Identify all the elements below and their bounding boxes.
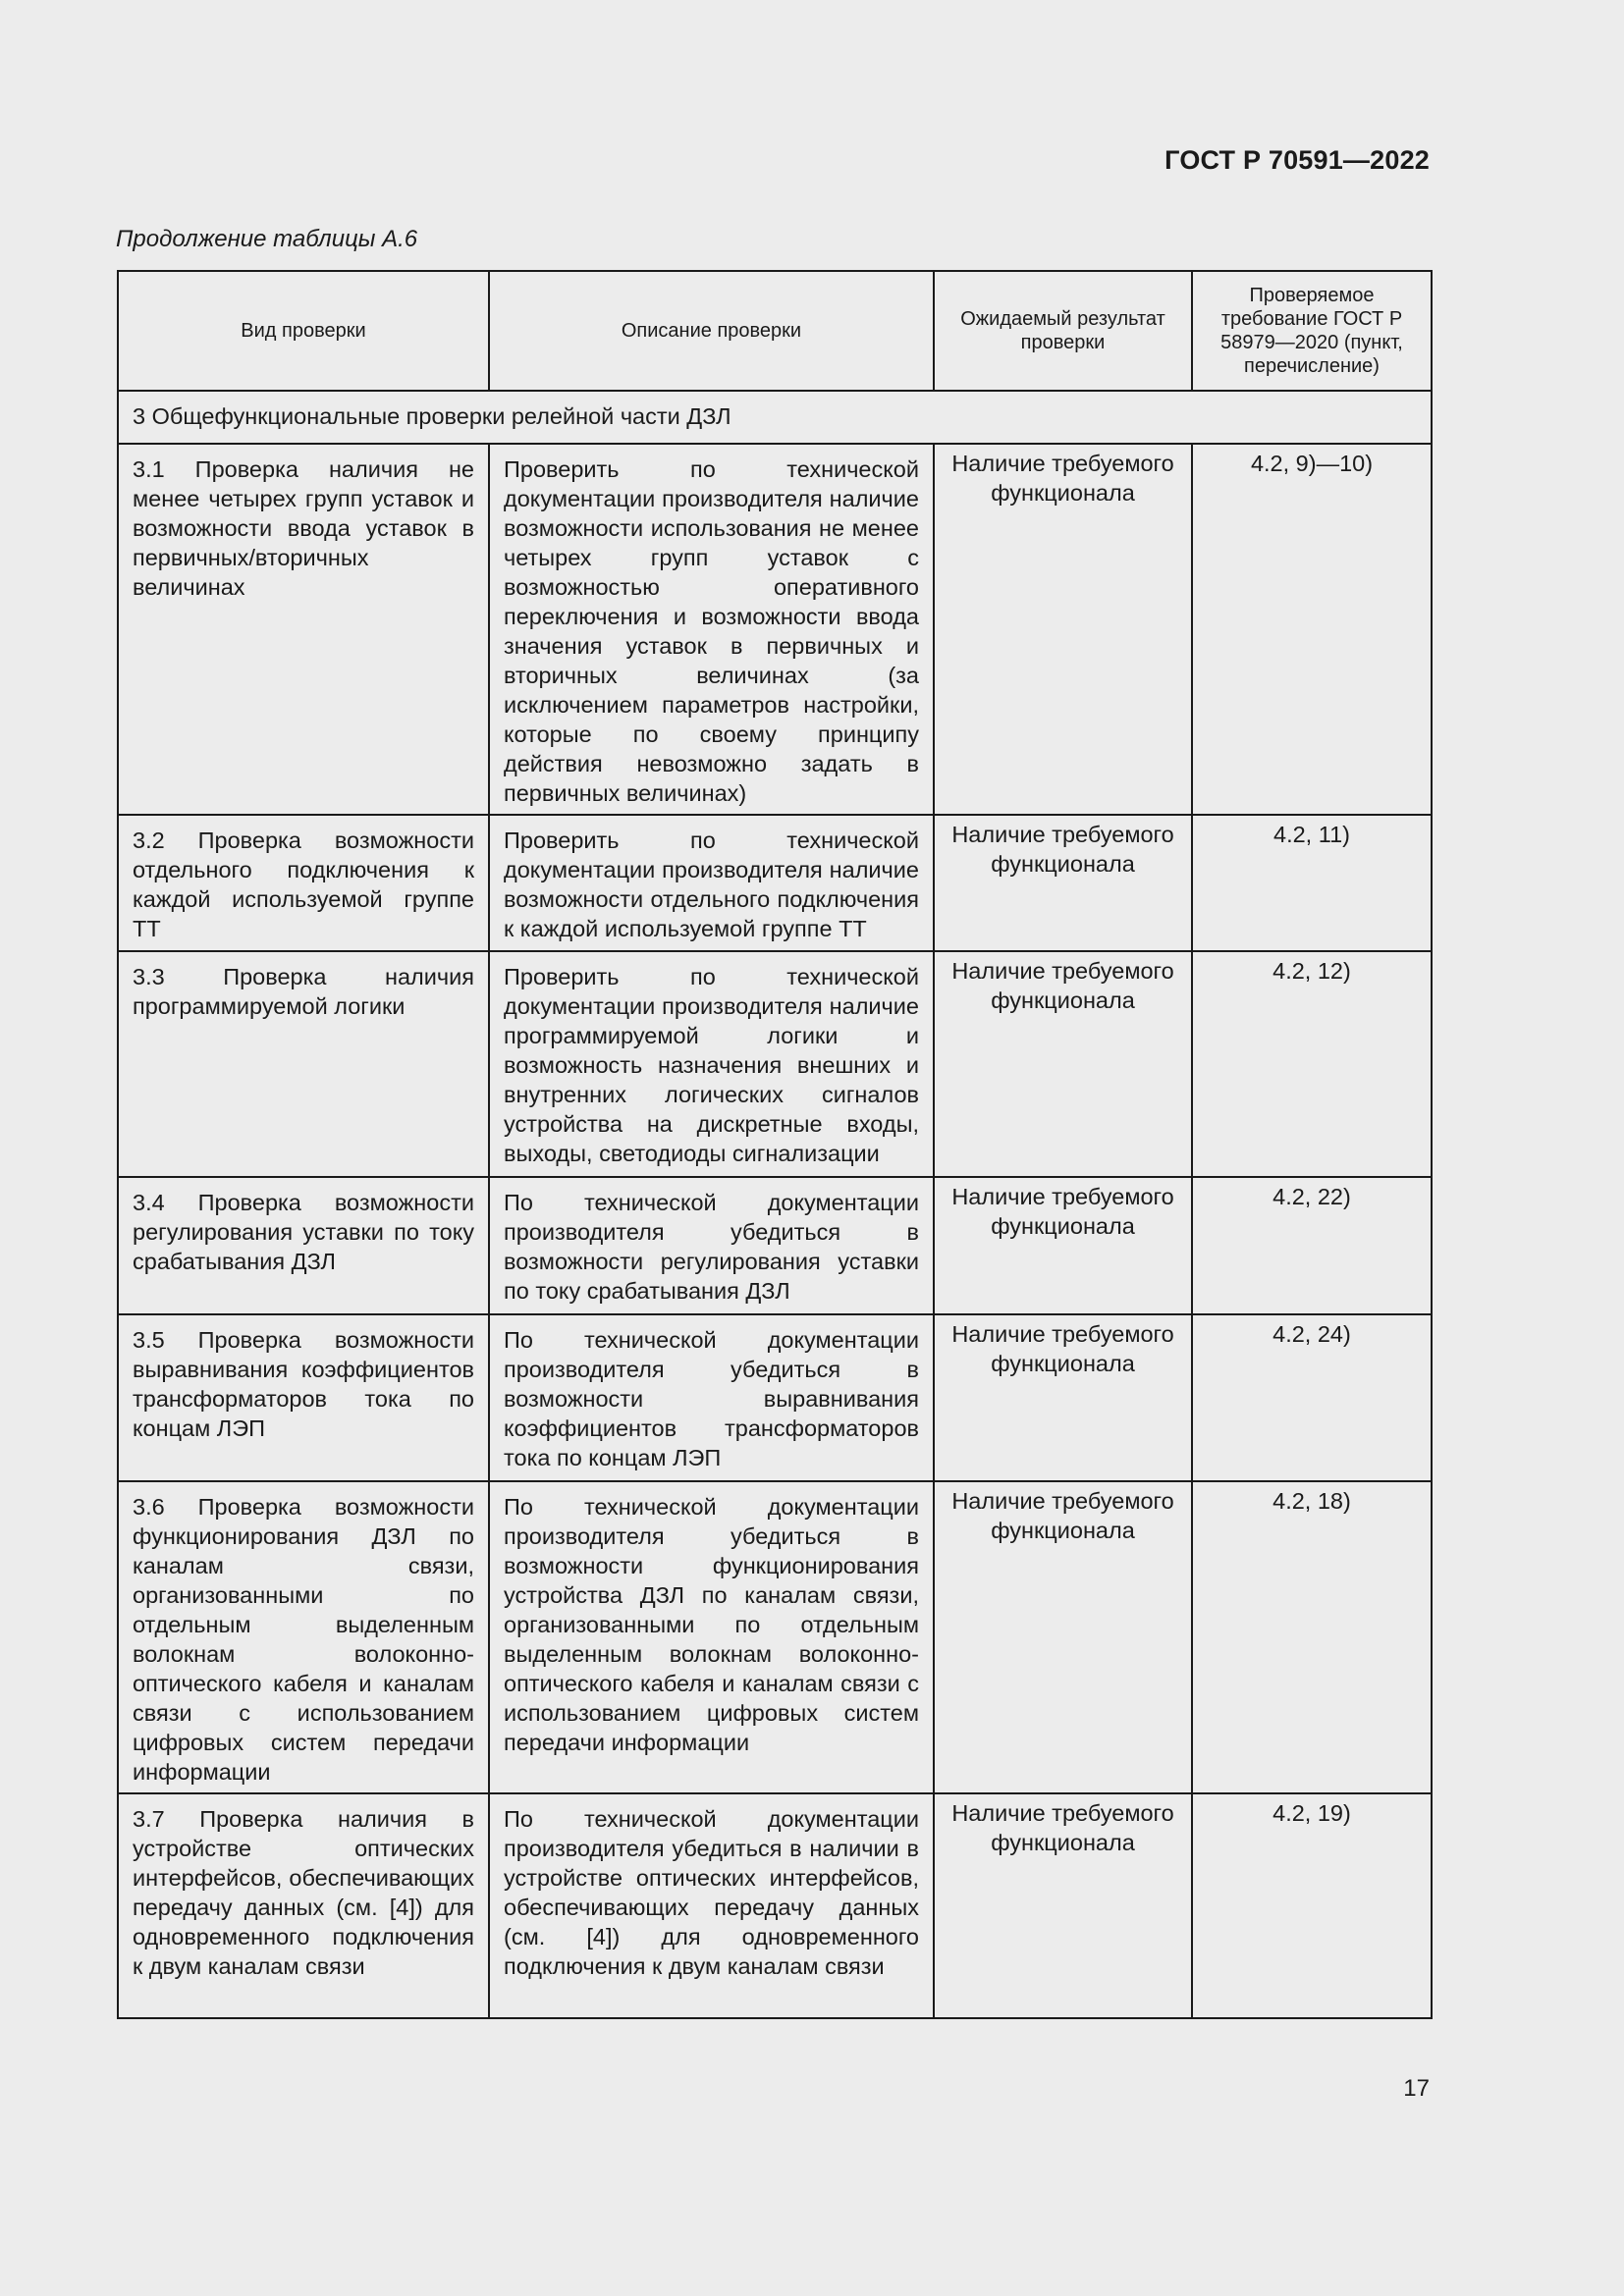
- check-description-cell: Проверить по технической документации производителя наличие возможности отдельного подключения к каждой используемой группе ТТ: [489, 815, 934, 951]
- table-row: [118, 1481, 1432, 1793]
- table-row: [118, 1177, 1432, 1314]
- check-description-cell: По технической документации производителя убедиться в возможности функционирования устройства ДЗЛ по каналам связи, организованными по отдельным выделенным волокнам волоконно-оптического кабеля и каналам связи с использованием цифровых систем передачи информации: [489, 1481, 934, 1793]
- requirement-cell: 4.2, 18): [1192, 1481, 1432, 1793]
- check-description-cell: По технической документации производителя убедиться в возможности регулирования уставки по току срабатывания ДЗЛ: [489, 1177, 934, 1314]
- page-number: 17: [1403, 2075, 1430, 2102]
- check-type-cell: 3.5 Проверка возможности выравнивания коэффициентов трансформаторов тока по концам ЛЭП: [118, 1314, 489, 1481]
- table-row: [118, 1314, 1432, 1481]
- table-header-row: [118, 271, 1432, 391]
- expected-result-cell: Наличие требуемого функционала: [934, 951, 1192, 1177]
- column-header: Ожидаемый результат проверки: [934, 271, 1192, 391]
- table-caption: Продолжение таблицы А.6: [116, 226, 418, 252]
- section-row: [118, 391, 1432, 444]
- column-header: Проверяемое требование ГОСТ Р 58979—2020 (пункт, перечисление): [1192, 271, 1432, 391]
- check-description-cell: По технической документации производителя убедиться в наличии в устройстве оптических интерфейсов, обеспечивающих передачу данных (см. [4]) для одновременного подключения к двум каналам связи: [489, 1793, 934, 2018]
- table-row: [118, 951, 1432, 1177]
- expected-result-cell: Наличие требуемого функционала: [934, 1177, 1192, 1314]
- inspection-table: [117, 270, 1433, 2019]
- check-description-cell: Проверить по технической документации производителя наличие возможности использования не менее четырех групп уставок с возможностью оперативного переключения и возможности ввода значения уставок в первичных и вторичных величинах (за исключением параметров настройки, которые по своему принципу действия невозможно задать в первичных величинах): [489, 444, 934, 815]
- table-row: [118, 444, 1432, 815]
- expected-result-cell: Наличие требуемого функционала: [934, 1793, 1192, 2018]
- table-row: [118, 1793, 1432, 2018]
- check-description-cell: По технической документации производителя убедиться в возможности выравнивания коэффициентов трансформаторов тока по концам ЛЭП: [489, 1314, 934, 1481]
- document-code: ГОСТ Р 70591—2022: [1164, 145, 1430, 175]
- column-header: Описание проверки: [489, 271, 934, 391]
- check-description-cell: Проверить по технической документации производителя наличие программируемой логики и возможность назначения внешних и внутренних логических сигналов устройства на дискретные входы, выходы, светодиоды сигнализации: [489, 951, 934, 1177]
- expected-result-cell: Наличие требуемого функционала: [934, 1481, 1192, 1793]
- requirement-cell: 4.2, 11): [1192, 815, 1432, 951]
- check-type-cell: 3.3 Проверка наличия программируемой логики: [118, 951, 489, 1177]
- requirement-cell: 4.2, 22): [1192, 1177, 1432, 1314]
- table-row: [118, 815, 1432, 951]
- expected-result-cell: Наличие требуемого функционала: [934, 444, 1192, 815]
- check-type-cell: 3.4 Проверка возможности регулирования уставки по току срабатывания ДЗЛ: [118, 1177, 489, 1314]
- requirement-cell: 4.2, 12): [1192, 951, 1432, 1177]
- check-type-cell: 3.2 Проверка возможности отдельного подключения к каждой используемой группе ТТ: [118, 815, 489, 951]
- check-type-cell: 3.6 Проверка возможности функционирования ДЗЛ по каналам связи, организованными по отдельным выделенным волокнам волоконно-оптического кабеля и каналам связи с использованием цифровых систем передачи информации: [118, 1481, 489, 1793]
- section-title: 3 Общефункциональные проверки релейной части ДЗЛ: [118, 391, 1432, 444]
- expected-result-cell: Наличие требуемого функционала: [934, 815, 1192, 951]
- check-type-cell: 3.7 Проверка наличия в устройстве оптических интерфейсов, обеспечивающих передачу данных (см. [4]) для одновременного подключения к двум каналам связи: [118, 1793, 489, 2018]
- requirement-cell: 4.2, 9)—10): [1192, 444, 1432, 815]
- requirement-cell: 4.2, 24): [1192, 1314, 1432, 1481]
- expected-result-cell: Наличие требуемого функционала: [934, 1314, 1192, 1481]
- check-type-cell: 3.1 Проверка наличия не менее четырех групп уставок и возможности ввода уставок в первичных/вторичных величинах: [118, 444, 489, 815]
- requirement-cell: 4.2, 19): [1192, 1793, 1432, 2018]
- column-header: Вид проверки: [118, 271, 489, 391]
